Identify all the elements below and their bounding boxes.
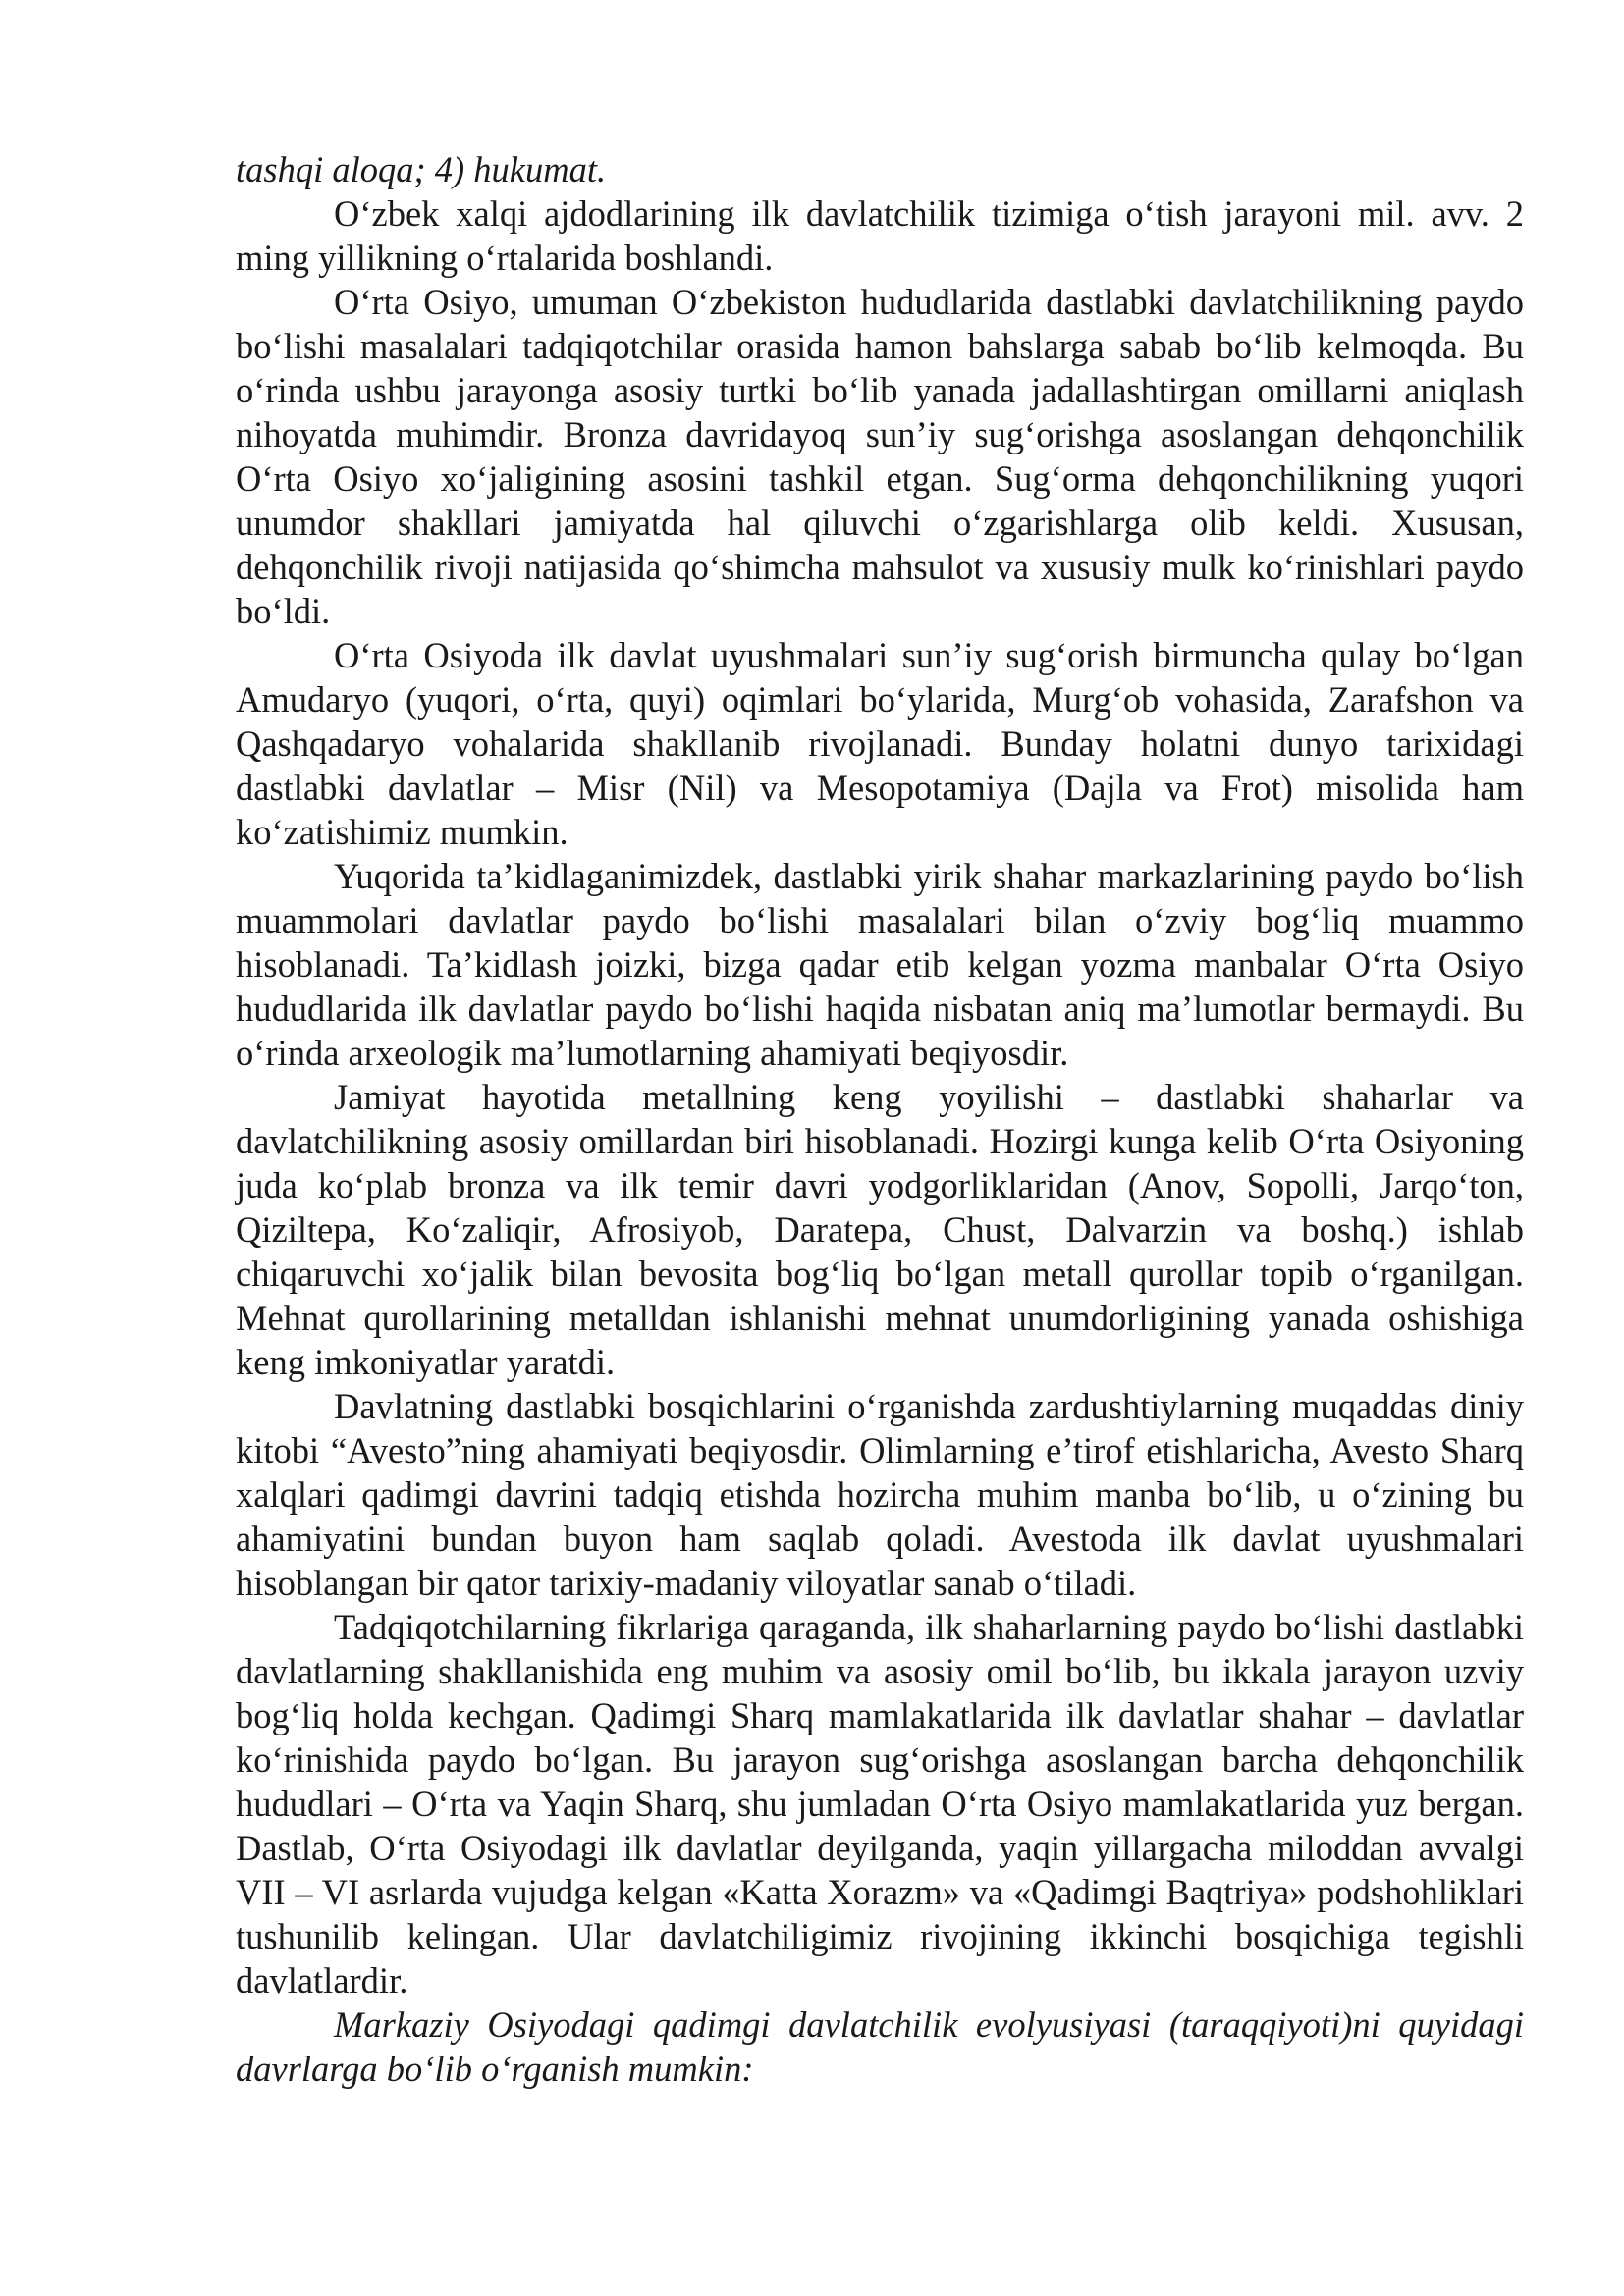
- paragraph-4: Yuqorida ta’kidlaganimizdek, dastlabki yirik shahar markazlarining paydo bo‘lish muammolari davlatlar paydo bo‘lishi masalalari bilan o‘zviy bog‘liq muammo hisoblanadi. Ta’kidlash joizki, bizga qadar etib kelgan yozma manbalar O‘rta Osiyo hududlarida ilk davlatlar paydo bo‘lishi haqida nisbatan aniq ma’lumotlar bermaydi. Bu o‘rinda arxeologik ma’lumotlarning ahamiyati beqiyosdir.: [236, 856, 1524, 1073]
- paragraph-2: O‘rta Osiyo, umuman O‘zbekiston hududlarida dastlabki davlatchilikning paydo bo‘lishi masalalari tadqiqotchilar orasida hamon bahslarga sabab bo‘lib kelmoqda. Bu o‘rinda ushbu jarayonga asosiy turtki bo‘lib yanada jadallashtirgan omillarni aniqlash nihoyatda muhimdir. Bronza davridayoq sun’iy sug‘orishga asoslangan dehqonchilik O‘rta Osiyo xo‘jaligining asosini tashkil etgan. Sug‘orma dehqonchilikning yuqori unumdor shakllari jamiyatda hal qiluvchi o‘zgarishlarga olib keldi. Xususan, dehqonchilik rivoji natijasida qo‘shimcha mahsulot va xususiy mulk ko‘rinishlari paydo bo‘ldi.: [236, 282, 1524, 631]
- document-page: [236, 147, 1524, 2091]
- paragraph-3: O‘rta Osiyoda ilk davlat uyushmalari sun’iy sug‘orish birmuncha qulay bo‘lgan Amudaryo (yuqori, o‘rta, quyi) oqimlari bo‘ylarida, Murg‘ob vohasida, Zarafshon va Qashqadaryo vohalarida shakllanib rivojlanadi. Bunday holatni dunyo tarixidagi dastlabki davlatlar – Misr (Nil) va Mesopotamiya (Dajla va Frot) misolida ham ko‘zatishimiz mumkin.: [236, 635, 1524, 852]
- paragraph-1: O‘zbek xalqi ajdodlarining ilk davlatchilik tizimiga o‘tish jarayoni mil. avv. 2 ming yillikning o‘rtalarida boshlandi.: [236, 193, 1524, 278]
- paragraph-8-italic-intro: Markaziy Osiyodagi qadimgi davlatchilik evolyusiyasi (taraqqiyoti)ni quyidagi davrlarga bo‘lib o‘rganish mumkin:: [236, 2004, 1524, 2089]
- paragraph-6: Davlatning dastlabki bosqichlarini o‘rganishda zardushtiylarning muqaddas diniy kitobi “Avesto”ning ahamiyati beqiyosdir. Olimlarning e’tirof etishlaricha, Avesto Sharq xalqlari qadimgi davrini tadqiq etishda hozircha muhim manba bo‘lib, u o‘zining bu ahamiyatini bundan buyon ham saqlab qoladi. Avestoda ilk davlat uyushmalari hisoblangan bir qator tarixiy-madaniy viloyatlar sanab o‘tiladi.: [236, 1386, 1524, 1603]
- paragraph-7: Tadqiqotchilarning fikrlariga qaraganda, ilk shaharlarning paydo bo‘lishi dastlabki davlatlarning shakllanishida eng muhim va asosiy omil bo‘lib, bu ikkala jarayon uzviy bog‘liq holda kechgan. Qadimgi Sharq mamlakatlarida ilk davlatlar shahar – davlatlar ko‘rinishida paydo bo‘lgan. Bu jarayon sug‘orishga asoslangan barcha dehqonchilik hududlari – O‘rta va Yaqin Sharq, shu jumladan O‘rta Osiyo mamlakatlarida yuz bergan. Dastlab, O‘rta Osiyodagi ilk davlatlar deyilganda, yaqin yillargacha miloddan avvalgi VII – VI asrlarda vujudga kelgan «Katta Xorazm» va «Qadimgi Baqtriya» podshohliklari tushunilib kelingan. Ular davlatchiligimiz rivojining ikkinchi bosqichiga tegishli davlatlardir.: [236, 1607, 1524, 2001]
- paragraph-5: Jamiyat hayotida metallning keng yoyilishi – dastlabki shaharlar va davlatchilikning asosiy omillardan biri hisoblanadi. Hozirgi kunga kelib O‘rta Osiyoning juda ko‘plab bronza va ilk temir davri yodgorliklaridan (Anov, Sopolli, Jarqo‘ton, Qiziltepa, Ko‘zaliqir, Afrosiyob, Daratepa, Chust, Dalvarzin va boshq.) ishlab chiqaruvchi xo‘jalik bilan bevosita bog‘liq bo‘lgan metall qurollar topib o‘rganilgan. Mehnat qurollarining metalldan ishlanishi mehnat unumdorligining yanada oshishiga keng imkoniyatlar yaratdi.: [236, 1077, 1524, 1382]
- paragraph-continuation: tashqi aloqa; 4) hukumat.: [236, 149, 607, 189]
